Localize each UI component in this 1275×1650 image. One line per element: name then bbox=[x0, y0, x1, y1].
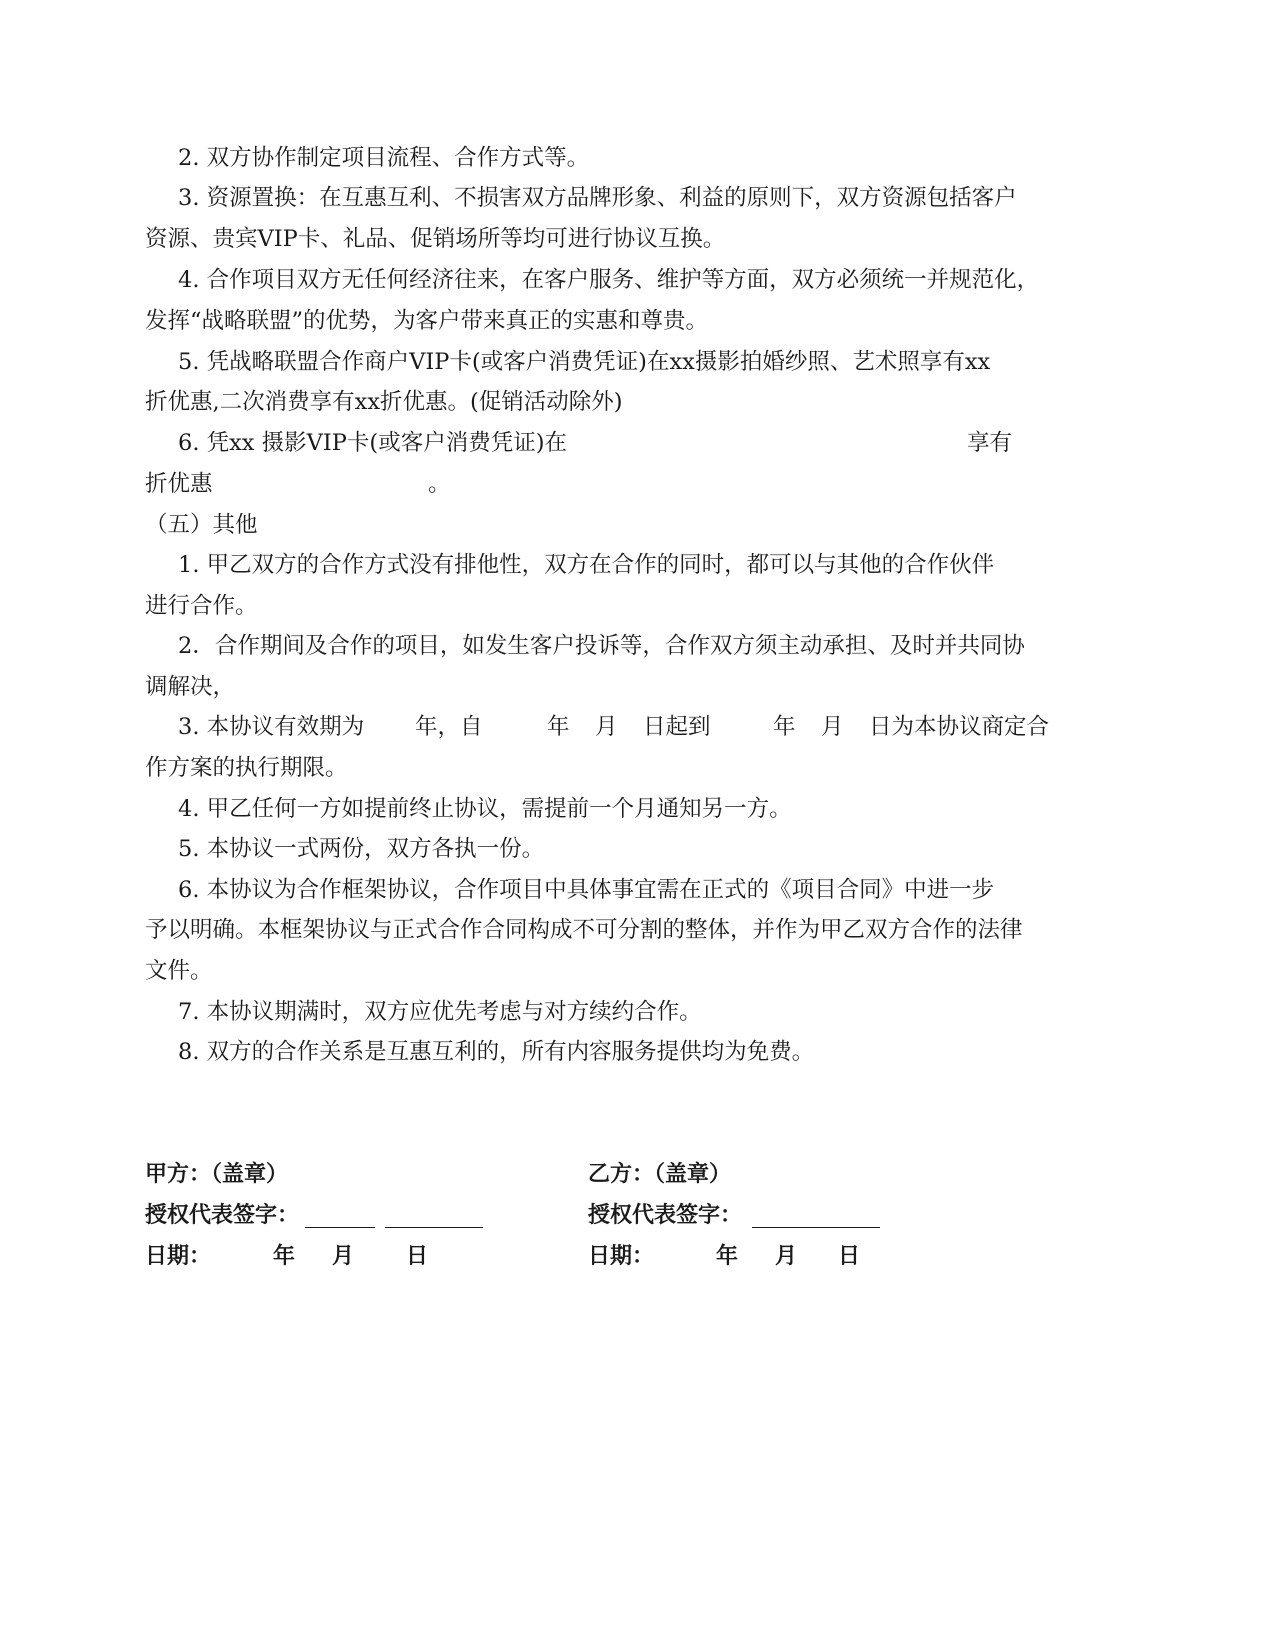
other-clause-8: 8. 双方的合作关系是互惠互利的，所有内容服务提供均为免费。 bbox=[178, 1039, 815, 1065]
party-b-title: 乙方：（盖章） bbox=[588, 1162, 732, 1187]
other-clause-6-line-2: 予以明确。本框架协议与正式合作合同构成不可分割的整体，并作为甲乙双方合作的法律 bbox=[145, 917, 1023, 943]
other-clause-2-line-1: 2．合作期间及合作的项目，如发生客户投诉等，合作双方须主动承担、及时并共同协 bbox=[178, 633, 1025, 659]
party-a-date-label: 日期： bbox=[145, 1244, 212, 1269]
other-clause-6-line-1: 6. 本协议为合作框架协议，合作项目中具体事宜需在正式的《项目合同》中进一步 bbox=[178, 877, 995, 903]
party-b-year-label: 年 bbox=[716, 1244, 739, 1269]
clause-5-line-2: 折优惠,二次消费享有xx折优惠。(促销活动除外) bbox=[145, 389, 623, 415]
party-a-rep-label: 授权代表签字： bbox=[145, 1203, 300, 1228]
section-heading-other: （五）其他 bbox=[145, 512, 258, 538]
clause-3-line-2: 资源、贵宾VIP卡、礼品、促销场所等均可进行协议互换。 bbox=[145, 226, 726, 252]
party-a-signature-blank-2[interactable] bbox=[385, 1203, 483, 1228]
other-clause-2-line-2: 调解决， bbox=[145, 674, 236, 700]
party-b-month-label: 月 bbox=[775, 1244, 798, 1269]
clause-5-line-1: 5. 凭战略联盟合作商户VIP卡(或客户消费凭证)在xx摄影拍婚纱照、艺术照享有xx bbox=[178, 349, 991, 375]
clause-3-line-1: 3. 资源置换：在互惠互利、不损害双方品牌形象、利益的原则下，双方资源包括客户 bbox=[178, 185, 1017, 211]
signature-party-b bbox=[588, 1154, 1028, 1284]
document-page: 2. 双方协作制定项目流程、合作方式等。 3. 资源置换：在互惠互利、不损害双方品牌形象、利益的原则下，双方资源包括客户 资源、贵宾VIP卡、礼品、促销场所等均可进行协议互换。 4. 合作项目双方无任何经济往来，在客户服务、维护等方面，双方必须统一并规范化， 发挥“战略联盟”的优势，为客户带来真正的实惠和尊贵。 5. 凭战略联盟合作商户VIP卡(或客户消费凭证)在xx摄影拍婚纱照、艺术照享有xx 折优惠,二次消费享有xx折优惠。(促销活动除外) 6. 凭xx 摄影VIP卡(或客户消费凭证)在 享有 折优惠 。 （五）其他 1. 甲乙双方的合作方式没有排他性，双方在合作的同时，都可以与其他的合作伙伴 进行合作。 2．合作期间及合作的项目，如发生客户投诉等，合作双方须主动承担、及时并共同协 调解决， 3. 本协议有效期为 年，自 年 月 日起到 年 月 日为本协议商定合 作方案的执行期限。 4. 甲乙任何一方如提前终止协议，需提前一个月通知另一方。 5. 本协议一式两份，双方各执一份。 6. 本协议为合作框架协议，合作项目中具体事宜需在正式的《项目合同》中进一步 予以明确。本框架协议与正式合作合同构成不可分割的整体，并作为甲乙双方合作的法律 文件。 7. 本协议期满时，双方应优先考虑与对方续约合作。 8. 双方的合作关系是互惠互利的，所有内容服务提供均为免费。 甲方：（盖章） 授权代表签字： 日期： 年 月 日 乙方：（盖章） 授权代表签字： 日期： 年 月 日 bbox=[145, 0, 1130, 1650]
other-clause-1-line-1: 1. 甲乙双方的合作方式没有排他性，双方在合作的同时，都可以与其他的合作伙伴 bbox=[178, 552, 995, 578]
party-b-date-label: 日期： bbox=[588, 1244, 655, 1269]
party-a-signature-blank-1[interactable] bbox=[305, 1203, 375, 1228]
party-a-year-label: 年 bbox=[273, 1244, 296, 1269]
other-clause-1-line-2: 进行合作。 bbox=[145, 593, 258, 619]
signature-party-a bbox=[145, 1154, 585, 1284]
other-clause-3-line-2: 作方案的执行期限。 bbox=[145, 755, 348, 781]
party-b-rep-label: 授权代表签字： bbox=[588, 1203, 743, 1228]
other-clause-6-line-3: 文件。 bbox=[145, 958, 213, 984]
party-a-title: 甲方：（盖章） bbox=[145, 1162, 289, 1187]
party-b-signature-blank[interactable] bbox=[752, 1203, 880, 1228]
clause-2: 2. 双方协作制定项目流程、合作方式等。 bbox=[178, 145, 590, 171]
party-a-month-label: 月 bbox=[332, 1244, 355, 1269]
clause-4-line-1: 4. 合作项目双方无任何经济往来，在客户服务、维护等方面，双方必须统一并规范化， bbox=[178, 267, 1040, 293]
other-clause-4: 4. 甲乙任何一方如提前终止协议，需提前一个月通知另一方。 bbox=[178, 796, 792, 822]
party-b-day-label: 日 bbox=[838, 1244, 861, 1269]
party-a-day-label: 日 bbox=[406, 1244, 429, 1269]
clause-4-line-2: 发挥“战略联盟”的优势，为客户带来真正的实惠和尊贵。 bbox=[145, 308, 709, 334]
other-clause-5: 5. 本协议一式两份，双方各执一份。 bbox=[178, 836, 545, 862]
other-clause-7: 7. 本协议期满时，双方应优先考虑与对方续约合作。 bbox=[178, 999, 702, 1025]
